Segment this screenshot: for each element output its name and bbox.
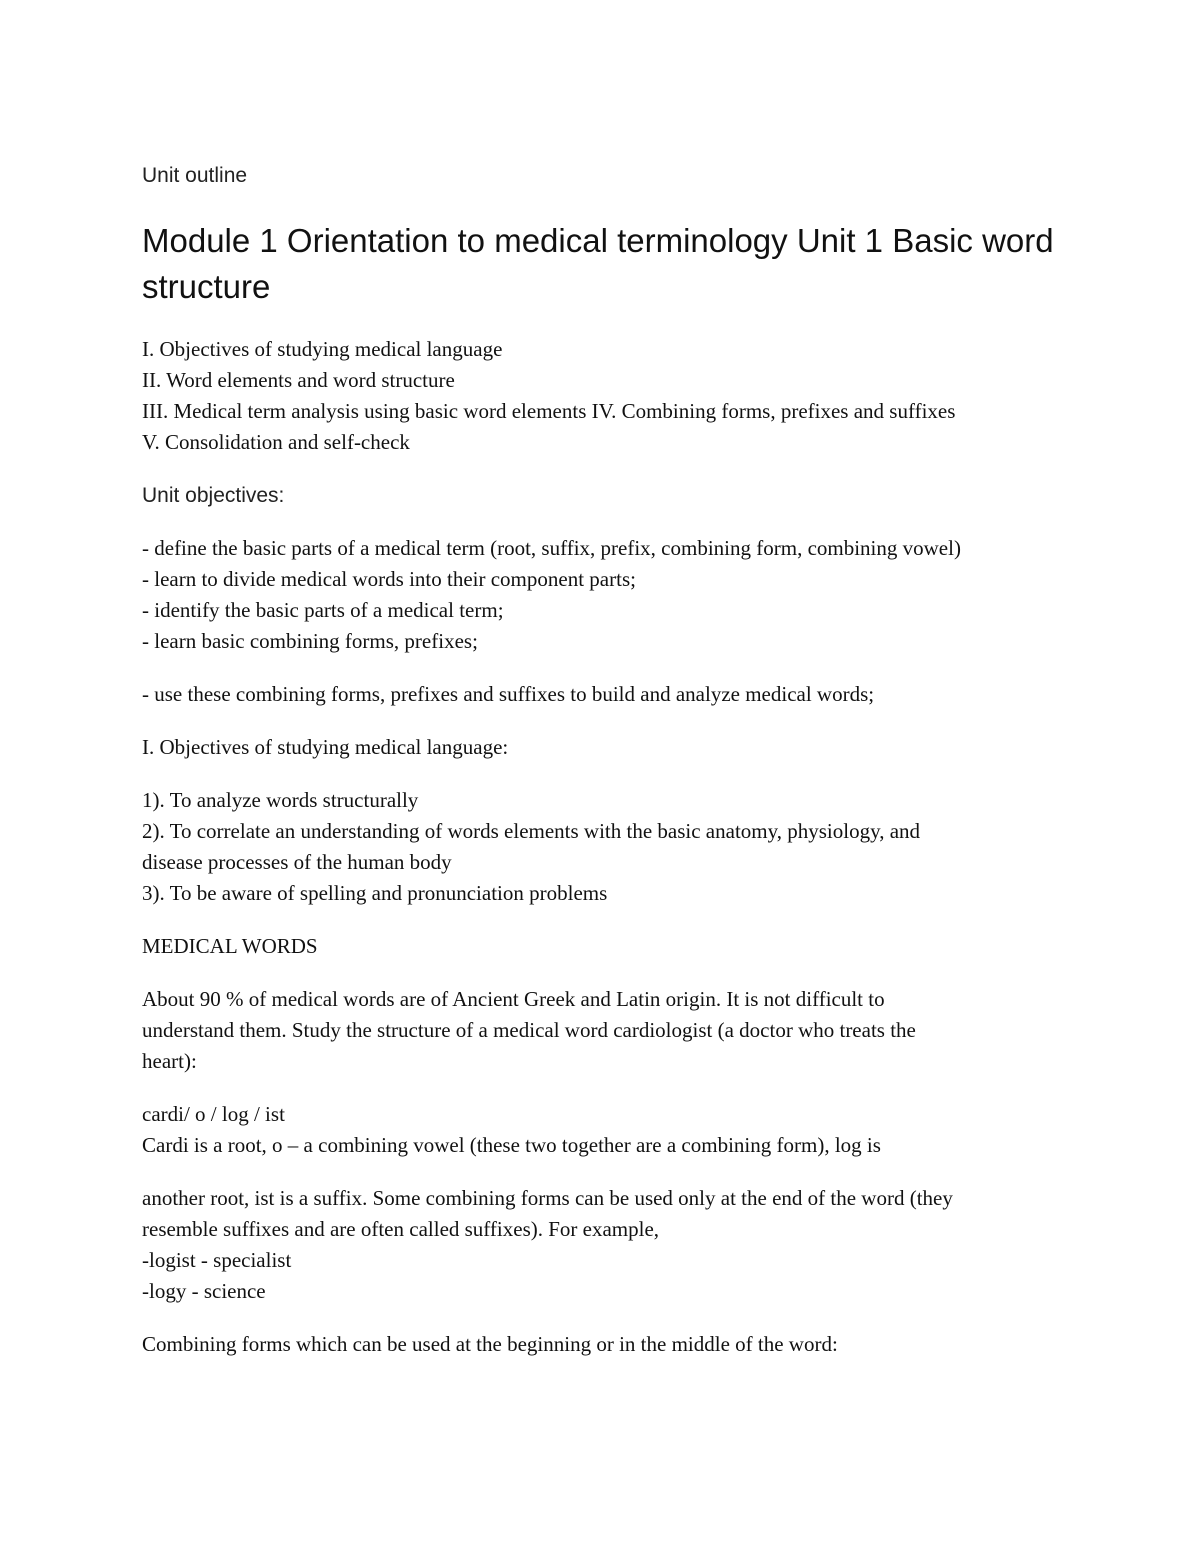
continuation-line: -logist - specialist	[142, 1248, 292, 1272]
continuation-line: resemble suffixes and are often called suffixes). For example,	[142, 1217, 660, 1241]
section1-item: 1). To analyze words structurally	[142, 788, 419, 812]
objective-item: - define the basic parts of a medical term (root, suffix, prefix, combining form, combining vowel)	[142, 536, 961, 560]
outline-list	[142, 334, 1082, 458]
unit-outline-label: Unit outline	[142, 164, 248, 187]
page-title: Module 1 Orientation to medical terminology Unit 1 Basic word structure	[142, 222, 1054, 305]
objective-item-extra: - use these combining forms, prefixes and suffixes to build and analyze medical words;	[142, 682, 875, 706]
objective-item: - learn to divide medical words into their component parts;	[142, 567, 636, 591]
breakdown-line: Cardi is a root, o – a combining vowel (these two together are a combining form), log is	[142, 1133, 881, 1157]
objectives-list	[142, 533, 1082, 657]
intro-line: understand them. Study the structure of a medical word cardiologist (a doctor who treats the	[142, 1018, 916, 1042]
objective-item: - identify the basic parts of a medical term;	[142, 598, 504, 622]
continuation-line: -logy - science	[142, 1279, 266, 1303]
objectives-heading: Unit objectives:	[142, 484, 285, 507]
breakdown-continuation	[142, 1183, 1082, 1307]
objective-item: - learn basic combining forms, prefixes;	[142, 629, 478, 653]
section1-item: disease processes of the human body	[142, 850, 452, 874]
outline-item: III. Medical term analysis using basic word elements IV. Combining forms, prefixes and suffixes	[142, 399, 956, 423]
outline-item: II. Word elements and word structure	[142, 368, 455, 392]
section1-item: 2). To correlate an understanding of words elements with the basic anatomy, physiology, and	[142, 819, 921, 843]
medical-words-intro	[142, 984, 1082, 1077]
document-page	[142, 160, 1082, 1360]
outline-item: V. Consolidation and self-check	[142, 430, 410, 454]
word-breakdown	[142, 1099, 1082, 1161]
breakdown-line: cardi/ o / log / ist	[142, 1102, 285, 1126]
section1-item: 3). To be aware of spelling and pronunciation problems	[142, 881, 608, 905]
combining-forms-intro: Combining forms which can be used at the beginning or in the middle of the word:	[142, 1332, 838, 1356]
intro-line: About 90 % of medical words are of Ancient Greek and Latin origin. It is not difficult to	[142, 987, 885, 1011]
medical-words-heading: MEDICAL WORDS	[142, 934, 318, 958]
outline-item: I. Objectives of studying medical language	[142, 337, 503, 361]
section1-heading: I. Objectives of studying medical language:	[142, 735, 509, 759]
continuation-line: another root, ist is a suffix. Some combining forms can be used only at the end of the word (they	[142, 1186, 953, 1210]
intro-line: heart):	[142, 1049, 197, 1073]
section1-list	[142, 785, 1082, 909]
